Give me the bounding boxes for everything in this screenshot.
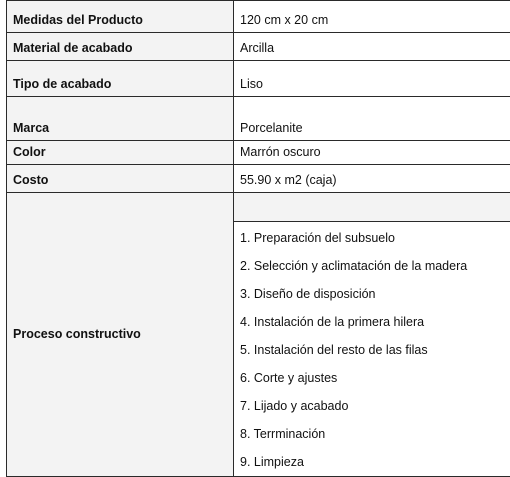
spec-value: Liso bbox=[234, 61, 510, 97]
spec-row-proceso bbox=[7, 193, 510, 477]
spec-row-costo bbox=[7, 165, 510, 193]
process-label: Proceso constructivo bbox=[7, 193, 234, 477]
spec-row-tipo-acabado bbox=[7, 61, 510, 97]
spec-value: Porcelanite bbox=[234, 97, 510, 141]
spec-row-material bbox=[7, 33, 510, 61]
process-step: 7. Lijado y acabado bbox=[240, 392, 510, 420]
process-header-strip bbox=[234, 193, 510, 222]
spec-value: Marrón oscuro bbox=[234, 141, 510, 165]
process-step: 6. Corte y ajustes bbox=[240, 364, 510, 392]
spec-value: 55.90 x m2 (caja) bbox=[234, 165, 510, 193]
spec-row-medidas bbox=[7, 1, 510, 33]
spec-value: Arcilla bbox=[234, 33, 510, 61]
process-step: 3. Diseño de disposición bbox=[240, 280, 510, 308]
spec-label: Material de acabado bbox=[7, 33, 234, 61]
spec-value: 120 cm x 20 cm bbox=[234, 1, 510, 33]
process-steps-cell bbox=[234, 193, 510, 477]
process-steps-list bbox=[234, 222, 510, 476]
spec-row-marca bbox=[7, 97, 510, 141]
spec-label: Color bbox=[7, 141, 234, 165]
spec-row-color bbox=[7, 141, 510, 165]
product-spec-table bbox=[6, 0, 510, 477]
process-step: 8. Terrminación bbox=[240, 420, 510, 448]
process-step: 2. Selección y aclimatación de la madera bbox=[240, 252, 510, 280]
spec-label: Marca bbox=[7, 97, 234, 141]
process-step: 5. Instalación del resto de las filas bbox=[240, 336, 510, 364]
spec-label: Costo bbox=[7, 165, 234, 193]
process-step: 9. Limpieza bbox=[240, 448, 510, 476]
process-step: 1. Preparación del subsuelo bbox=[240, 222, 510, 252]
spec-label: Tipo de acabado bbox=[7, 61, 234, 97]
process-step: 4. Instalación de la primera hilera bbox=[240, 308, 510, 336]
spec-label: Medidas del Producto bbox=[7, 1, 234, 33]
